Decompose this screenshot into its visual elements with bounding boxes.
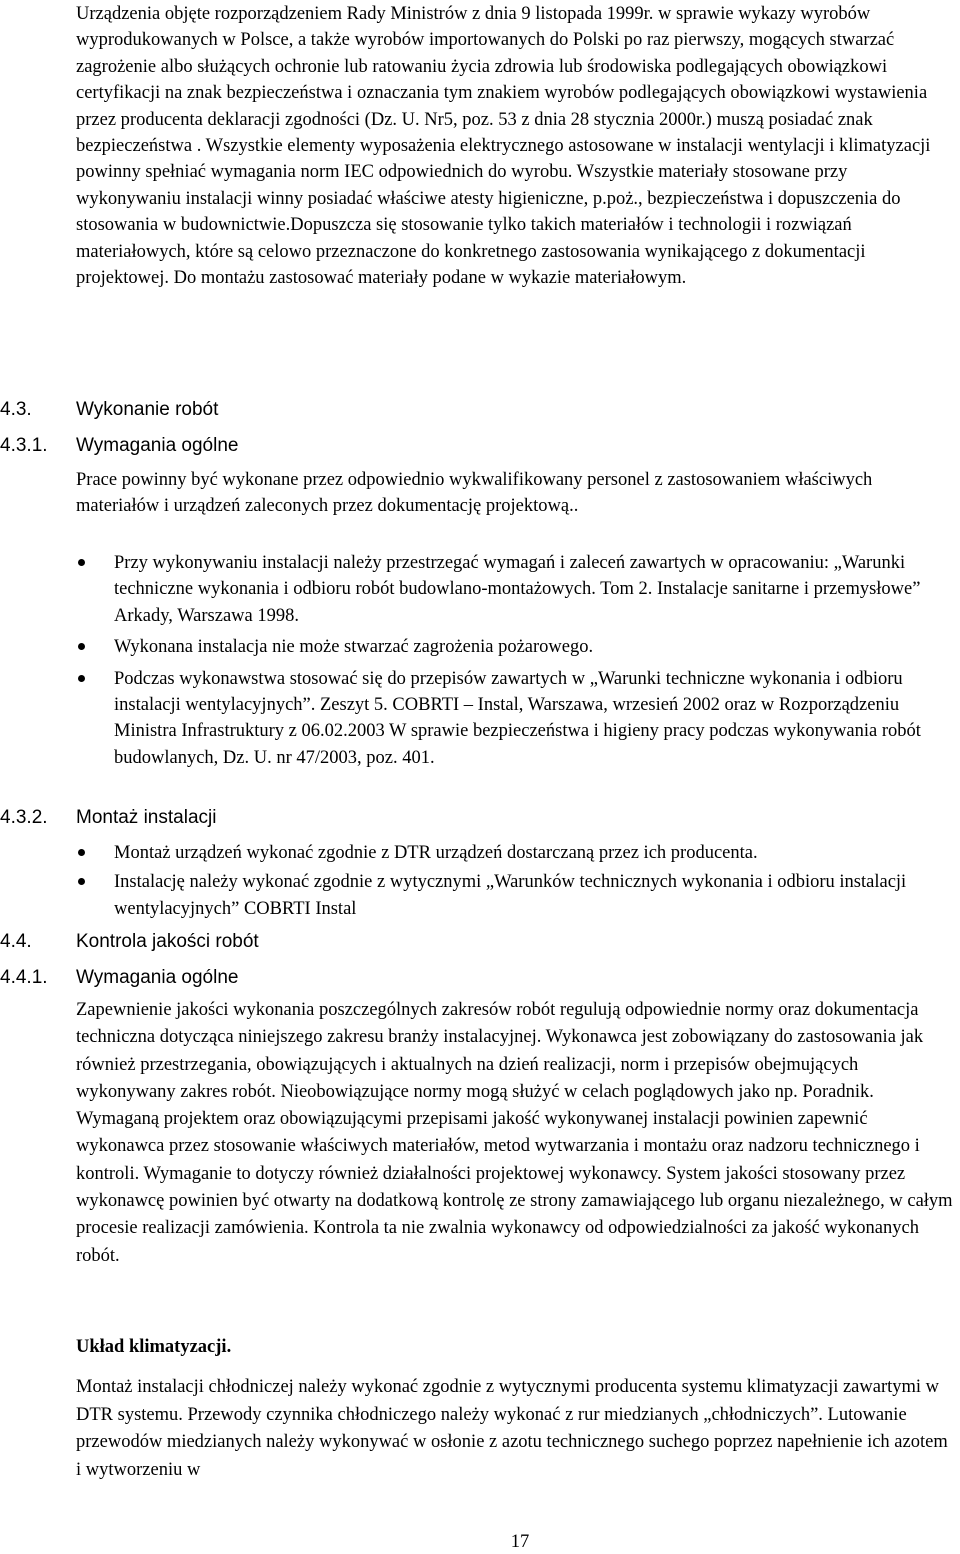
section-number: 4.4.1.: [0, 967, 48, 988]
list-item: [76, 666, 956, 772]
bullet-icon: [78, 559, 85, 566]
section-title: Kontrola jakości robót: [76, 931, 259, 952]
klimatyzacja-paragraph: Montaż instalacji chłodniczej należy wykonać zgodnie z wytycznymi producenta systemu klimatyzacji zawartymi w DTR systemu. Przewody czynnika chłodniczego należy wykonać z rur miedzianych „chłodniczych”. Lutowanie przewodów miedzianych należy wykonywać w osłonie z azotu technicznego suchego poprzez napełnienie ich azotem i wytworzeniu w: [76, 1377, 948, 1480]
list-item-text: Montaż urządzeń wykonać zgodnie z DTR urządzeń dostarczaną przez ich producenta.: [114, 843, 758, 863]
section-title: Wymagania ogólne: [76, 967, 239, 988]
list-item: [76, 550, 956, 629]
bullet-icon: [78, 643, 85, 650]
section-number: 4.3.1.: [0, 435, 48, 456]
list-item-text: Wykonana instalacja nie może stwarzać zagrożenia pożarowego.: [114, 637, 594, 658]
list-item: [76, 869, 956, 922]
section-4-3-1-bullets: [76, 550, 956, 771]
list-item: [76, 840, 956, 866]
section-title: Wymagania ogólne: [76, 435, 239, 456]
list-item-text: Instalację należy wykonać zgodnie z wytycznymi „Warunków technicznych wykonania i odbioru instalacji wentylacyjnych” COBRTI Instal: [114, 872, 907, 919]
page-number: 17: [510, 1532, 530, 1552]
section-4-3-2-bullets: [76, 840, 956, 922]
bullet-icon: [78, 849, 85, 856]
bullet-icon: [78, 675, 85, 682]
klimatyzacja-heading: Układ klimatyzacji.: [76, 1337, 232, 1357]
intro-paragraph: Urządzenia objęte rozporządzeniem Rady Ministrów z dnia 9 listopada 1999r. w sprawie wykazy wyrobów wyprodukowanych w Polsce, a także wyrobów importowanych do Polski po raz pierwszy, mogących stwarzać zagrożenie albo służących ochronie lub ratowaniu życia zdrowia lub środowiska podlegających obowiązkowi certyfikacji na znak bezpieczeństwa i oznaczania tym znakiem wyrobów podlegających obowiązkowi wystawienia przez producenta deklaracji zgodności (Dz. U. Nr5, poz. 53 z dnia 28 stycznia 2000r.) muszą posiadać znak bezpieczeństwa . Wszystkie elementy wyposażenia elektrycznego astosowane w instalacji wentylacji i klimatyzacji powinny spełniać wymagania norm IEC odpowiednich do wyrobu. Wszystkie materiały stosowane przy wykonywaniu instalacji winny posiadać właściwe atesty higieniczne, p.poż., bezpieczeństwa i dopuszczenia do stosowania w budownictwie.Dopuszcza się stosowanie tylko takich materiałów i technologii i rozwiązań materiałowych, które są celowo przeznaczone do konkretnego zastosowania wynikającego z dokumentacji projektowej. Do montażu zastosować materiały podane w wykazie materiałowym.: [76, 4, 931, 289]
list-item-text: Podczas wykonawstwa stosować się do przepisów zawartych w „Warunki techniczne wykonania i odbioru instalacji wentylacyjnych”. Zeszyt 5. COBRTI – Instal, Warszawa, wrzesień 2002 oraz w Rozporządzeniu Ministra Infrastruktury z 06.02.2003 W sprawie bezpieczeństwa i higieny pracy podczas wykonywania robót budowlanych, Dz. U. nr 47/2003, poz. 401.: [114, 668, 921, 768]
section-4-3-1-paragraph: Prace powinny być wykonane przez odpowiednio wykwalifikowany personel z zastosowaniem właściwych materiałów i urządzeń zaleconych przez dokumentację projektową..: [76, 470, 873, 517]
section-number: 4.3.2.: [0, 807, 48, 828]
section-4-4-1-paragraph: Zapewnienie jakości wykonania poszczególnych zakresów robót regulują odpowiednie normy oraz dokumentacja techniczna dotycząca niniejszego zakresu branży instalacyjnej. Wykonawca jest zobowiązany do zastosowania jak również przestrzegania, obowiązujących i aktualnych na dzień realizacji, norm i przepisów obejmujących wykonywany zakres robót. Nieobowiązujące normy mogą służyć w celach poglądowych jako np. Poradnik. Wymaganą projektem oraz obowiązującymi przepisami jakość wykonywanej instalacji powinien zapewnić wykonawca przez stosowanie właściwych materiałów, metod wytwarzania i montażu oraz nadzoru technicznego i kontroli. Wymaganie to dotyczy również działalności projektowej wykonawcy. System jakości stosowany przez wykonawcę powinien być otwarty na dodatkową kontrolę ze strony zamawiającego lub organu niezależnego, w całym procesie realizacji zamówienia. Kontrola ta nie zwalnia wykonawcy od odpowiedzialności za jakość wykonanych robót.: [76, 1000, 953, 1266]
section-number: 4.4.: [0, 931, 32, 952]
section-title: Wykonanie robót: [76, 399, 219, 420]
section-number: 4.3.: [0, 399, 32, 420]
list-item-text: Przy wykonywaniu instalacji należy przestrzegać wymagań i zaleceń zawartych w opracowaniu: „Warunki techniczne wykonania i odbioru robót budowlano-montażowych. Tom 2. Instalacje sanitarne i przemysłowe” Arkady, Warszawa 1998.: [114, 553, 921, 626]
section-title: Montaż instalacji: [76, 807, 217, 828]
list-item: [76, 634, 956, 660]
bullet-icon: [78, 878, 85, 885]
